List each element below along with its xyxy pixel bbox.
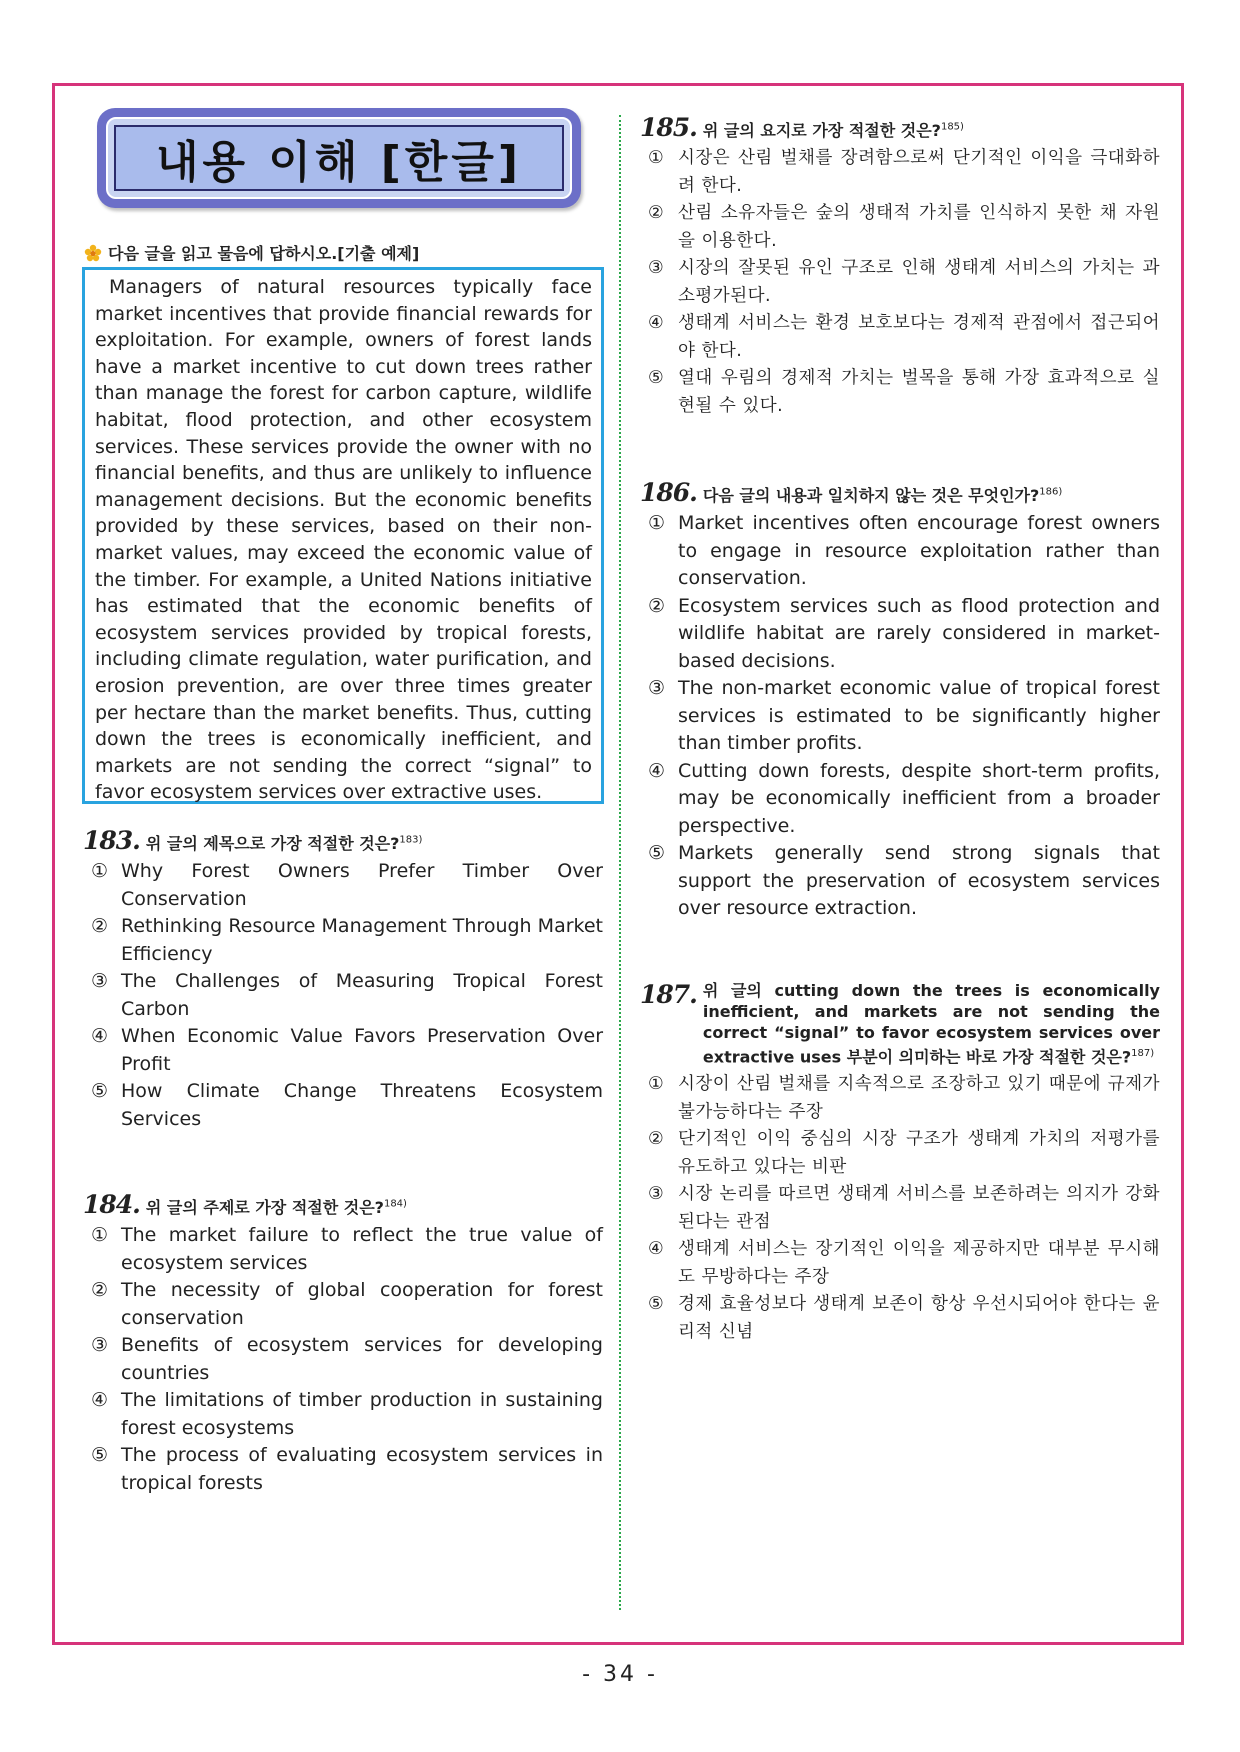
option-3[interactable]: ③ Benefits of ecosystem services for developing countries xyxy=(91,1334,603,1384)
question-number: 185. xyxy=(640,113,697,142)
question-text: 다음 글의 내용과 일치하지 않는 것은 무엇인가?$^{186)}$ xyxy=(702,486,1063,505)
question-text: 위 글의 cutting down the trees is economically inefficient, and markets are not sending the correct “signal” to favor ecosystem services over extractive uses 부분이 의미하는 바로 가장 적절한 것은?$^{187)}$ xyxy=(702,981,1160,1067)
option-2[interactable]: ② Ecosystem services such as flood protection and wildlife habitat are rarely considered in market-based decisions. xyxy=(648,594,1160,672)
option-4[interactable]: ④ When Economic Value Favors Preservation Over Profit xyxy=(91,1025,603,1075)
option-2[interactable]: ② 단기적인 이익 중심의 시장 구조가 생태계 가치의 저평가를 유도하고 있다는 비판 xyxy=(648,1129,1160,1177)
option-4[interactable]: ④ 생태계 서비스는 환경 보호보다는 경제적 관점에서 접근되어야 한다. xyxy=(648,313,1160,361)
option-list xyxy=(640,1071,1160,1346)
question-number: 187. xyxy=(640,980,697,1009)
option-1[interactable]: ① Why Forest Owners Prefer Timber Over Conservation xyxy=(91,860,603,910)
option-1[interactable]: ① 시장이 산림 벌채를 지속적으로 조장하고 있기 때문에 규제가 불가능하다는 주장 xyxy=(648,1074,1160,1122)
section-title: 내용 이해 [한글] xyxy=(156,137,522,188)
option-3[interactable]: ③ The non-market economic value of tropical forest services is estimated to be significantly higher than timber profits. xyxy=(648,677,1160,754)
reading-passage: Managers of natural resources typically face market incentives that provide financial rewards for exploitation. For example, owners of forest lands have a market incentive to cut down trees rather than manage the forest for carbon capture, wildlife habitat, flood protection, and other ecosystem services. These services provide the owner with no financial benefits, and thus are unlikely to influence management decisions. But the economic benefits provided by these services, based on their non-market values, may exceed the economic value of the timber. For example, a United Nations initiative has estimated that the economic benefits of ecosystem services provided by tropical forests, including climate regulation, water purification, and erosion prevention, are over three times greater per hectare than the market benefits. Thus, cutting down the trees is economically inefficient, and markets are not sending the correct “signal” to favor ecosystem services over extractive uses. xyxy=(82,267,604,804)
option-5[interactable]: ⑤ The process of evaluating ecosystem services in tropical forests xyxy=(91,1444,603,1494)
option-3[interactable]: ③ 시장의 잘못된 유인 구조로 인해 생태계 서비스의 가치는 과소평가된다. xyxy=(648,258,1160,306)
option-3[interactable]: ③ The Challenges of Measuring Tropical Forest Carbon xyxy=(91,970,603,1020)
option-list xyxy=(83,1222,603,1497)
option-4[interactable]: ④ Cutting down forests, despite short-term profits, may be economically inefficient from a broader perspective. xyxy=(648,759,1160,837)
option-list xyxy=(640,510,1160,923)
option-5[interactable]: ⑤ Markets generally send strong signals that support the preservation of ecosystem services over resource extraction. xyxy=(648,842,1160,919)
option-4[interactable]: ④ 생태계 서비스는 장기적인 이익을 제공하지만 대부분 무시해도 무방하다는 주장 xyxy=(648,1239,1160,1287)
option-5[interactable]: ⑤ 열대 우림의 경제적 가치는 벌목을 통해 가장 효과적으로 실현될 수 있다. xyxy=(648,368,1160,416)
question-187 xyxy=(640,980,1160,1346)
option-2[interactable]: ② 산림 소유자들은 숲의 생태적 가치를 인식하지 못한 채 자원을 이용한다. xyxy=(648,203,1160,251)
option-list xyxy=(640,145,1160,420)
option-5[interactable]: ⑤ How Climate Change Threatens Ecosystem Services xyxy=(91,1080,603,1130)
question-number: 183. xyxy=(83,826,140,855)
flower-icon xyxy=(84,244,102,262)
section-title-banner xyxy=(97,108,581,208)
question-184 xyxy=(83,1190,603,1497)
option-3[interactable]: ③ 시장 논리를 따르면 생태계 서비스를 보존하려는 의지가 강화된다는 관점 xyxy=(648,1184,1160,1232)
question-number: 186. xyxy=(640,478,697,507)
instruction-text: 다음 글을 읽고 물음에 답하시오.[기출 예제] xyxy=(108,244,420,263)
option-4[interactable]: ④ The limitations of timber production in sustaining forest ecosystems xyxy=(91,1389,603,1439)
instruction xyxy=(84,241,419,264)
question-183 xyxy=(83,826,603,1133)
question-text: 위 글의 주제로 가장 적절한 것은?$^{184)}$ xyxy=(145,1198,407,1217)
option-1[interactable]: ① 시장은 산림 벌채를 장려함으로써 단기적인 이익을 극대화하려 한다. xyxy=(648,148,1160,196)
option-2[interactable]: ② The necessity of global cooperation for forest conservation xyxy=(91,1279,603,1329)
question-number: 184. xyxy=(83,1190,140,1219)
page-number: - 34 - xyxy=(582,1662,658,1687)
question-text: 위 글의 요지로 가장 적절한 것은?$^{185)}$ xyxy=(702,121,964,140)
option-5[interactable]: ⑤ 경제 효율성보다 생태계 보존이 항상 우선시되어야 한다는 윤리적 신념 xyxy=(648,1294,1160,1342)
column-divider xyxy=(619,115,621,1610)
option-2[interactable]: ② Rethinking Resource Management Through Market Efficiency xyxy=(91,915,603,965)
question-185 xyxy=(640,113,1160,420)
option-1[interactable]: ① Market incentives often encourage forest owners to engage in resource exploitation rather than conservation. xyxy=(648,512,1160,589)
option-list xyxy=(83,858,603,1133)
option-1[interactable]: ① The market failure to reflect the true value of ecosystem services xyxy=(91,1224,603,1274)
question-186 xyxy=(640,478,1160,923)
question-text: 위 글의 제목으로 가장 적절한 것은?$^{183)}$ xyxy=(145,834,423,853)
